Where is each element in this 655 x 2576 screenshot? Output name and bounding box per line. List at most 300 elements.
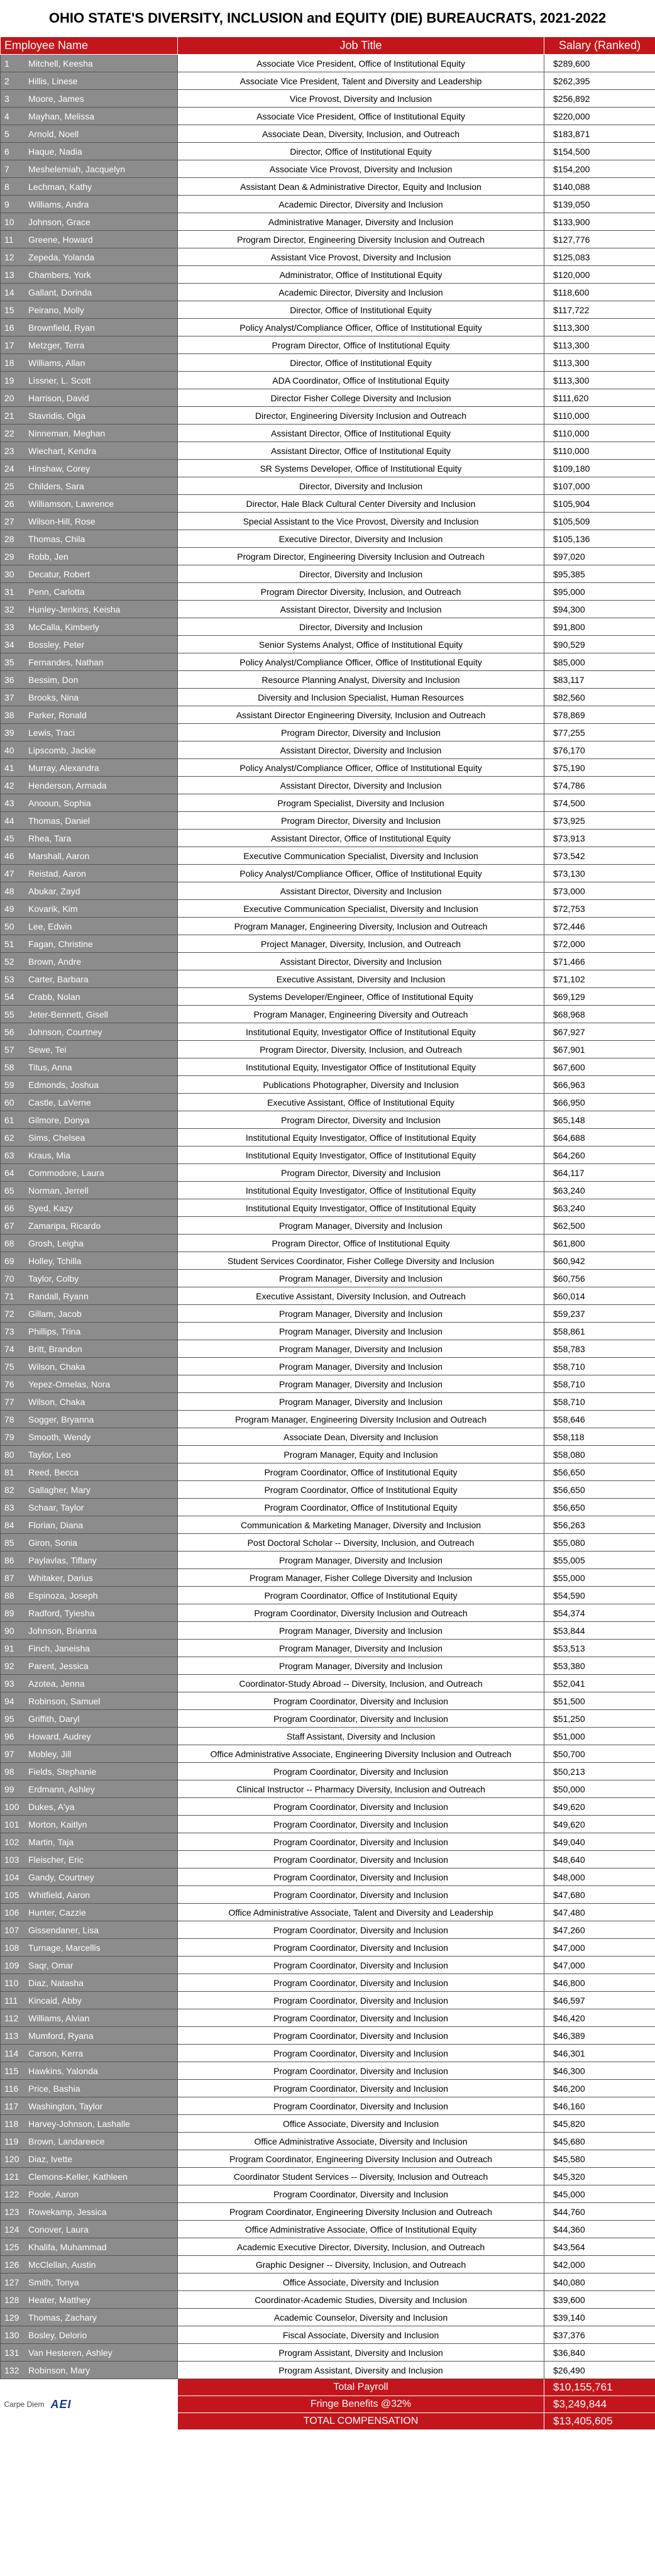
employee-name: Finch, Janeisha <box>28 1643 91 1653</box>
employee-name: Fleischer, Eric <box>28 1854 84 1865</box>
employee-name: Howard, Audrey <box>28 1731 91 1741</box>
employee-name-cell <box>1 425 178 442</box>
job-title: Program Coordinator, Diversity and Inclusion <box>178 2062 544 2080</box>
table-row <box>1 1886 655 1904</box>
table-row <box>1 1041 655 1058</box>
job-title: Executive Assistant, Office of Institutional Equity <box>178 1094 544 1111</box>
table-row <box>1 1657 655 1675</box>
table-row <box>1 1692 655 1710</box>
job-title: Clinical Instructor -- Pharmacy Diversity, Inclusion and Outreach <box>178 1780 544 1798</box>
table-row <box>1 108 655 125</box>
job-title: Institutional Equity Investigator, Office of Institutional Equity <box>178 1129 544 1146</box>
salary: $67,600 <box>544 1058 655 1076</box>
fringe-benefits-label: Fringe Benefits @32% <box>178 2396 544 2413</box>
row-number: 121 <box>4 2171 19 2182</box>
row-number: 65 <box>4 1185 14 1196</box>
employee-name-cell <box>1 2291 178 2309</box>
salary: $47,260 <box>544 1921 655 1939</box>
job-title: Program Coordinator, Diversity and Inclusion <box>178 2097 544 2115</box>
job-title: Program Manager, Diversity and Inclusion <box>178 1270 544 1287</box>
row-number: 92 <box>4 1660 14 1671</box>
employee-name-cell <box>1 2150 178 2168</box>
table-row <box>1 1340 655 1358</box>
salary: $64,117 <box>544 1164 655 1182</box>
job-title: Policy Analyst/Compliance Officer, Office of Institutional Equity <box>178 319 544 336</box>
table-row <box>1 1323 655 1340</box>
salary: $55,000 <box>544 1569 655 1587</box>
employee-name: Metzger, Terra <box>28 340 85 350</box>
row-number: 28 <box>4 533 14 544</box>
salary: $289,600 <box>544 55 655 72</box>
table-row <box>1 2221 655 2238</box>
row-number: 117 <box>4 2101 19 2111</box>
row-number: 5 <box>4 128 9 139</box>
employee-name: Hillis, Linese <box>28 75 78 86</box>
employee-name: Radford, Tyiesha <box>28 1607 95 1618</box>
job-title: Coordinator-Study Abroad -- Diversity, Inclusion, and Outreach <box>178 1675 544 1692</box>
table-row <box>1 248 655 266</box>
row-number: 131 <box>4 2347 19 2358</box>
job-title: Program Coordinator, Diversity and Inclusion <box>178 1710 544 1728</box>
employee-name-cell <box>1 108 178 125</box>
employee-name-cell <box>1 1305 178 1323</box>
employee-name: Gillam, Jacob <box>28 1308 82 1319</box>
job-title: Administrative Manager, Diversity and Inclusion <box>178 213 544 231</box>
table-row <box>1 565 655 583</box>
employee-name: Johnson, Courtney <box>28 1026 102 1037</box>
employee-name-cell <box>1 2009 178 2027</box>
employee-name: Brown, Andre <box>28 956 82 967</box>
job-title: Associate Vice Provost, Diversity and Inclusion <box>178 160 544 178</box>
job-title: Institutional Equity Investigator, Office of Institutional Equity <box>178 1199 544 1217</box>
row-number: 82 <box>4 1484 14 1495</box>
employee-name: Crabb, Nolan <box>28 991 80 1002</box>
header-name: Employee Name <box>1 37 178 55</box>
row-number: 123 <box>4 2206 19 2217</box>
salary: $56,650 <box>544 1481 655 1499</box>
row-number: 100 <box>4 1801 19 1812</box>
table-row <box>1 2133 655 2150</box>
employee-name: Giron, Sonia <box>28 1537 77 1548</box>
row-number: 47 <box>4 868 14 879</box>
employee-name: Lee, Edwin <box>28 921 72 931</box>
table-row <box>1 442 655 460</box>
row-number: 78 <box>4 1414 14 1424</box>
employee-name-cell <box>1 689 178 706</box>
row-number: 124 <box>4 2224 19 2235</box>
employee-name: Mitchell, Keesha <box>28 58 93 69</box>
employee-name-cell <box>1 2185 178 2203</box>
employee-name: Smith, Tonya <box>28 2277 79 2287</box>
row-number: 104 <box>4 1872 19 1882</box>
employee-name-cell <box>1 125 178 143</box>
employee-name-cell <box>1 2273 178 2291</box>
salary: $42,000 <box>544 2256 655 2273</box>
salary: $65,148 <box>544 1111 655 1129</box>
employee-name-cell <box>1 1904 178 1921</box>
row-number: 72 <box>4 1308 14 1319</box>
employee-name: Robinson, Samuel <box>28 1696 101 1706</box>
employee-name: Peirano, Molly <box>28 304 84 315</box>
employee-name-cell <box>1 1340 178 1358</box>
row-number: 1 <box>4 58 9 69</box>
row-number: 2 <box>4 75 9 86</box>
table-row <box>1 777 655 794</box>
row-number: 52 <box>4 956 14 967</box>
employee-name-cell <box>1 1745 178 1763</box>
job-title: Office Administrative Associate, Diversity and Inclusion <box>178 2133 544 2150</box>
salary: $36,840 <box>544 2344 655 2362</box>
job-title: Program Director, Diversity and Inclusion <box>178 1164 544 1182</box>
employee-name: McCalla, Kimberly <box>28 621 99 632</box>
employee-name-cell <box>1 248 178 266</box>
row-number: 115 <box>4 2065 19 2076</box>
table-row <box>1 460 655 477</box>
row-number: 114 <box>4 2048 19 2058</box>
job-title: Diversity and Inclusion Specialist, Human Resources <box>178 689 544 706</box>
row-number: 74 <box>4 1343 14 1354</box>
table-row <box>1 389 655 407</box>
job-title: Assistant Director, Diversity and Inclusion <box>178 741 544 759</box>
employee-name-cell <box>1 882 178 900</box>
row-number: 33 <box>4 621 14 632</box>
salary: $39,140 <box>544 2309 655 2326</box>
table-row <box>1 1393 655 1411</box>
employee-name: Kraus, Mia <box>28 1150 70 1160</box>
salary: $61,800 <box>544 1235 655 1252</box>
salary: $58,118 <box>544 1428 655 1446</box>
employee-name-cell <box>1 1076 178 1094</box>
employee-name: Erdmann, Ashley <box>28 1784 95 1794</box>
row-number: 108 <box>4 1942 19 1953</box>
job-title: Executive Assistant, Diversity and Inclusion <box>178 970 544 988</box>
row-number: 42 <box>4 780 14 791</box>
table-row <box>1 160 655 178</box>
table-row <box>1 530 655 548</box>
employee-name-cell <box>1 1868 178 1886</box>
table-row <box>1 354 655 372</box>
employee-name: Poole, Aaron <box>28 2189 79 2199</box>
job-title: Office Administrative Associate, Office of Institutional Equity <box>178 2221 544 2238</box>
employee-name: Parker, Ronald <box>28 709 87 720</box>
employee-name-cell <box>1 1728 178 1745</box>
employee-name: Brooks, Nina <box>28 692 79 702</box>
table-row <box>1 1569 655 1587</box>
table-row <box>1 513 655 530</box>
job-title: Program Coordinator, Diversity and Inclusion <box>178 2185 544 2203</box>
carpe-diem-logo: Carpe Diem <box>4 2400 45 2409</box>
row-number: 106 <box>4 1907 19 1918</box>
employee-name-cell <box>1 1446 178 1463</box>
employee-name: Johnson, Brianna <box>28 1625 97 1636</box>
row-number: 30 <box>4 569 14 579</box>
employee-name-cell <box>1 1534 178 1552</box>
table-row <box>1 583 655 601</box>
employee-name-cell <box>1 724 178 741</box>
salary: $68,968 <box>544 1006 655 1023</box>
employee-name: Thomas, Zachary <box>28 2312 97 2323</box>
table-row <box>1 143 655 160</box>
employee-name-cell <box>1 460 178 477</box>
job-title: Academic Director, Diversity and Inclusion <box>178 196 544 213</box>
row-number: 7 <box>4 164 9 174</box>
employee-name-cell <box>1 2256 178 2273</box>
salary: $51,500 <box>544 1692 655 1710</box>
salary: $44,760 <box>544 2203 655 2221</box>
employee-name-cell <box>1 1058 178 1076</box>
employee-name: Kovarik, Kim <box>28 903 78 914</box>
employee-name: Gallagher, Mary <box>28 1484 91 1495</box>
job-title: Policy Analyst/Compliance Officer, Office of Institutional Equity <box>178 653 544 671</box>
salary: $59,237 <box>544 1305 655 1323</box>
salary: $82,560 <box>544 689 655 706</box>
row-number: 127 <box>4 2277 19 2287</box>
row-number: 63 <box>4 1150 14 1160</box>
employee-name-cell <box>1 2203 178 2221</box>
row-number: 44 <box>4 815 14 826</box>
job-title: Institutional Equity, Investigator Office of Institutional Equity <box>178 1023 544 1041</box>
employee-name-cell <box>1 1675 178 1692</box>
row-number: 21 <box>4 410 14 421</box>
row-number: 129 <box>4 2312 19 2323</box>
table-row <box>1 1023 655 1041</box>
salary: $63,240 <box>544 1182 655 1199</box>
job-title: Director, Office of Institutional Equity <box>178 354 544 372</box>
employee-name-cell <box>1 1499 178 1516</box>
table-row <box>1 1957 655 1974</box>
employee-name: Lechman, Kathy <box>28 181 92 192</box>
employee-name-cell <box>1 706 178 724</box>
employee-name-cell <box>1 2027 178 2045</box>
job-title: Program Coordinator, Diversity and Inclusion <box>178 1868 544 1886</box>
employee-name-cell <box>1 601 178 618</box>
salary: $49,040 <box>544 1833 655 1851</box>
salary: $51,000 <box>544 1728 655 1745</box>
salary: $105,136 <box>544 530 655 548</box>
job-title: Student Services Coordinator, Fisher College Diversity and Inclusion <box>178 1252 544 1270</box>
employee-name: Kincaid, Abby <box>28 1995 82 2006</box>
job-title: Program Director, Engineering Diversity Inclusion and Outreach <box>178 231 544 248</box>
job-title: Program Coordinator, Diversity and Inclusion <box>178 2009 544 2027</box>
row-number: 66 <box>4 1202 14 1213</box>
salary: $183,871 <box>544 125 655 143</box>
employee-name-cell <box>1 1604 178 1622</box>
table-row <box>1 1710 655 1728</box>
salary: $74,500 <box>544 794 655 812</box>
salary: $58,783 <box>544 1340 655 1358</box>
employee-name: Murray, Alexandra <box>28 762 99 773</box>
table-row <box>1 812 655 830</box>
salary: $110,000 <box>544 442 655 460</box>
employee-name-cell <box>1 1428 178 1446</box>
table-row <box>1 653 655 671</box>
salary: $111,620 <box>544 389 655 407</box>
employee-name-cell <box>1 319 178 336</box>
table-row <box>1 1816 655 1833</box>
table-row <box>1 1463 655 1481</box>
row-number: 3 <box>4 93 9 104</box>
employee-name: Carter, Barbara <box>28 974 89 984</box>
table-row <box>1 1375 655 1393</box>
salary: $51,250 <box>544 1710 655 1728</box>
employee-name-cell <box>1 1569 178 1587</box>
job-title: Program Director, Engineering Diversity Inclusion and Outreach <box>178 548 544 565</box>
table-row <box>1 618 655 636</box>
table-row <box>1 319 655 336</box>
table-row <box>1 1446 655 1463</box>
salary: $50,213 <box>544 1763 655 1780</box>
salary: $78,869 <box>544 706 655 724</box>
employee-name-cell <box>1 1006 178 1023</box>
employee-name: Robb, Jen <box>28 551 69 562</box>
employee-name-cell <box>1 1375 178 1393</box>
employee-name: Gallant, Dorinda <box>28 287 92 297</box>
employee-name-cell <box>1 900 178 918</box>
salary: $113,300 <box>544 319 655 336</box>
employee-name: Wiechart, Kendra <box>28 445 97 456</box>
employee-name-cell <box>1 1217 178 1235</box>
job-title: Program Manager, Diversity and Inclusion <box>178 1552 544 1569</box>
employee-name: Fields, Stephanie <box>28 1766 97 1777</box>
table-row <box>1 865 655 882</box>
row-number: 89 <box>4 1607 14 1618</box>
job-title: Director, Hale Black Cultural Center Diversity and Inclusion <box>178 495 544 513</box>
job-title: Program Coordinator, Office of Institutional Equity <box>178 1463 544 1481</box>
salary: $46,160 <box>544 2097 655 2115</box>
job-title: Graphic Designer -- Diversity, Inclusion, and Outreach <box>178 2256 544 2273</box>
employee-name: Mayhan, Melissa <box>28 111 95 121</box>
row-number: 81 <box>4 1467 14 1477</box>
salary: $113,300 <box>544 372 655 389</box>
job-title: Office Associate, Diversity and Inclusion <box>178 2273 544 2291</box>
salary: $76,170 <box>544 741 655 759</box>
employee-name-cell <box>1 160 178 178</box>
employee-name-cell <box>1 1851 178 1868</box>
table-row <box>1 1129 655 1146</box>
table-row <box>1 301 655 319</box>
table-row <box>1 2238 655 2256</box>
job-title: Associate Dean, Diversity, Inclusion, and Outreach <box>178 125 544 143</box>
employee-name: McClellan, Austin <box>28 2259 96 2270</box>
employee-name: Price, Bashia <box>28 2083 80 2094</box>
job-title: Resource Planning Analyst, Diversity and Inclusion <box>178 671 544 689</box>
salary: $72,446 <box>544 918 655 935</box>
employee-name: Fernandes, Nathan <box>28 657 104 667</box>
table-row <box>1 1006 655 1023</box>
salary: $60,014 <box>544 1287 655 1305</box>
job-title: Program Manager, Diversity and Inclusion <box>178 1657 544 1675</box>
employee-name: Harrison, David <box>28 392 89 403</box>
table-row <box>1 2027 655 2045</box>
table-row <box>1 1164 655 1182</box>
job-title: Program Coordinator, Diversity and Inclusion <box>178 2027 544 2045</box>
job-title: Executive Communication Specialist, Diversity and Inclusion <box>178 900 544 918</box>
employee-name: Phillips, Trina <box>28 1326 81 1336</box>
employee-name: Paylavlas, Tiffany <box>28 1555 97 1565</box>
job-title: Program Coordinator, Diversity and Inclusion <box>178 1798 544 1816</box>
salary: $47,000 <box>544 1939 655 1957</box>
employee-name-cell <box>1 1111 178 1129</box>
employee-name: Lewis, Traci <box>28 727 75 738</box>
job-title: Senior Systems Analyst, Office of Institutional Equity <box>178 636 544 653</box>
row-number: 98 <box>4 1766 14 1777</box>
employee-name-cell <box>1 1657 178 1675</box>
employee-name: Yepez-Ornelas, Nora <box>28 1379 111 1389</box>
job-title: Program Coordinator, Diversity and Inclusion <box>178 2045 544 2062</box>
table-row <box>1 90 655 108</box>
job-title: Program Manager, Fisher College Diversity and Inclusion <box>178 1569 544 1587</box>
row-number: 25 <box>4 480 14 491</box>
table-row <box>1 1111 655 1129</box>
table-row <box>1 1217 655 1235</box>
employee-name-cell <box>1 55 178 72</box>
row-number: 95 <box>4 1713 14 1724</box>
table-row <box>1 1921 655 1939</box>
job-title: Director, Office of Institutional Equity <box>178 301 544 319</box>
employee-name-cell <box>1 1094 178 1111</box>
job-title: Program Director, Diversity and Inclusion <box>178 1111 544 1129</box>
salary: $46,420 <box>544 2009 655 2027</box>
employee-name: Morton, Kaitlyn <box>28 1819 87 1829</box>
employee-name-cell <box>1 2168 178 2185</box>
employee-name-cell <box>1 2097 178 2115</box>
employee-name-cell <box>1 389 178 407</box>
job-title: Program Coordinator, Diversity and Inclusion <box>178 1763 544 1780</box>
table-row <box>1 741 655 759</box>
row-number: 62 <box>4 1132 14 1143</box>
table-row <box>1 1675 655 1692</box>
employee-name-cell <box>1 1833 178 1851</box>
employee-name-cell <box>1 1710 178 1728</box>
table-row <box>1 1058 655 1076</box>
job-title: Program Coordinator, Diversity and Inclusion <box>178 2080 544 2097</box>
table-row <box>1 1235 655 1252</box>
salary: $56,650 <box>544 1499 655 1516</box>
salary: $47,680 <box>544 1886 655 1904</box>
table-row <box>1 1622 655 1640</box>
employee-name: Grosh, Leigha <box>28 1238 84 1248</box>
employee-name-cell <box>1 1323 178 1340</box>
salary: $46,389 <box>544 2027 655 2045</box>
row-number: 15 <box>4 304 14 315</box>
salary: $90,529 <box>544 636 655 653</box>
row-number: 80 <box>4 1449 14 1460</box>
salary: $46,301 <box>544 2045 655 2062</box>
employee-name: Whitaker, Darius <box>28 1572 93 1583</box>
employee-name: Whitfield, Aaron <box>28 1889 91 1900</box>
employee-name-cell <box>1 1270 178 1287</box>
employee-name: Diaz, Natasha <box>28 1977 84 1988</box>
salary: $46,800 <box>544 1974 655 1992</box>
salary: $75,190 <box>544 759 655 777</box>
employee-name-cell <box>1 2344 178 2362</box>
salary: $45,000 <box>544 2185 655 2203</box>
job-title: Assistant Dean & Administrative Director, Equity and Inclusion <box>178 178 544 196</box>
table-row <box>1 213 655 231</box>
row-number: 48 <box>4 886 14 896</box>
job-title: Assistant Director, Office of Institutional Equity <box>178 425 544 442</box>
row-number: 93 <box>4 1678 14 1689</box>
employee-name: Williams, Alvian <box>28 2012 90 2023</box>
table-row <box>1 706 655 724</box>
salary: $127,776 <box>544 231 655 248</box>
job-title: Publications Photographer, Diversity and Inclusion <box>178 1076 544 1094</box>
table-row <box>1 1270 655 1287</box>
total-compensation-value: $13,405,605 <box>544 2413 655 2430</box>
job-title: Assistant Director, Office of Institutional Equity <box>178 442 544 460</box>
employee-name: Castle, LaVerne <box>28 1097 91 1108</box>
employee-name: Parent, Jessica <box>28 1660 89 1671</box>
